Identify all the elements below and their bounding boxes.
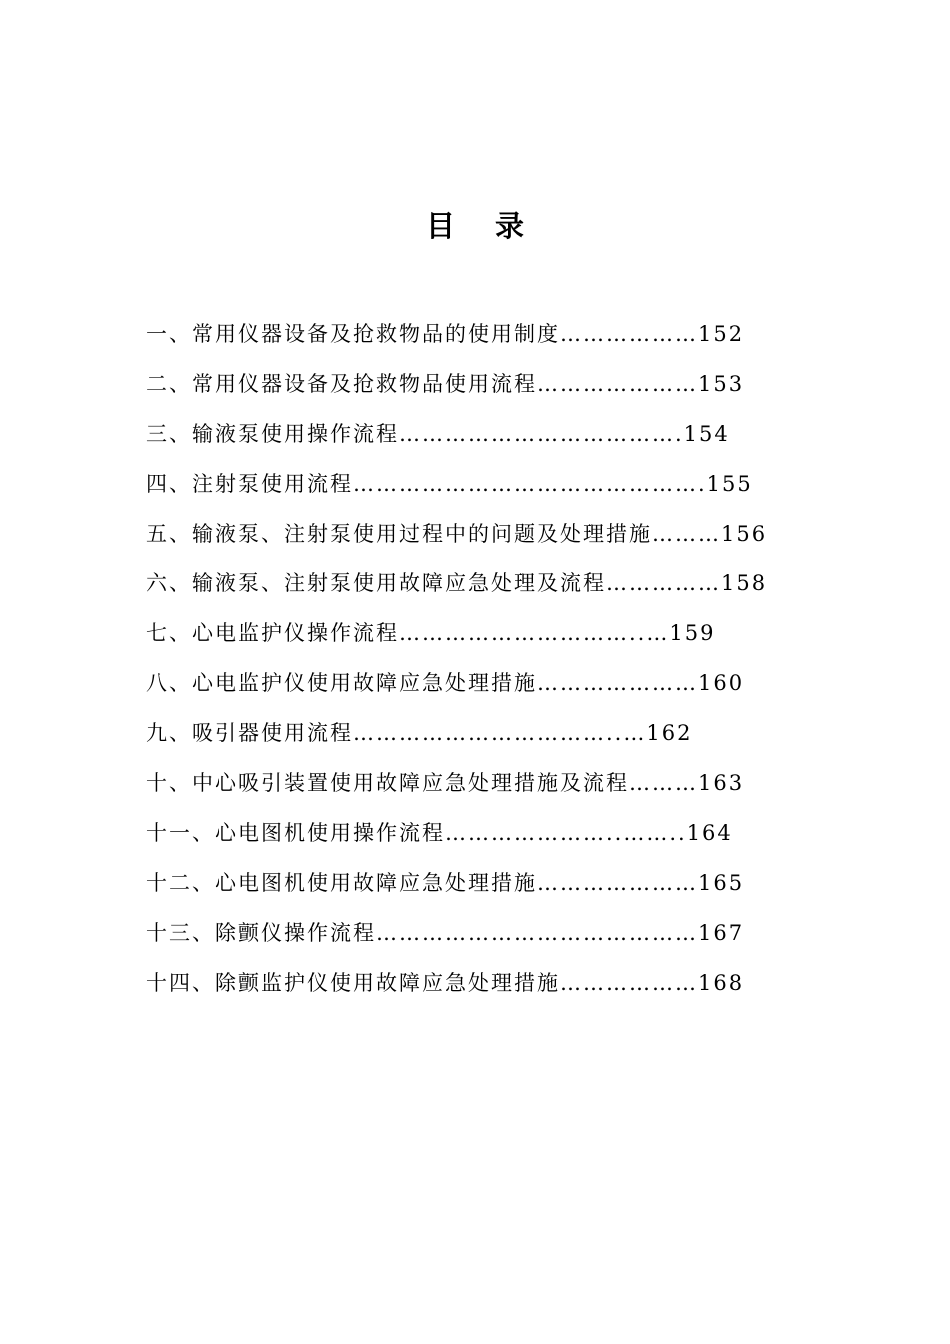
toc-title: 目录	[425, 209, 564, 243]
toc-entry-12: 十二、心电图机使用故障应急处理措施…………………165	[146, 870, 745, 895]
toc-entry-1: 一、常用仪器设备及抢救物品的使用制度………………152	[146, 322, 745, 346]
toc-entry-10: 十、中心吸引装置使用故障应急处理措施及流程………163	[146, 771, 745, 796]
toc-list	[146, 314, 826, 1012]
toc-entry-7: 七、心电监护仪操作流程…………………………..…159	[146, 621, 716, 646]
toc-entry-6: 六、输液泵、注射泵使用故障应急处理及流程……………158	[146, 571, 768, 596]
toc-entry-11: 十一、心电图机使用操作流程…………………..……..164	[146, 820, 733, 845]
toc-entry-5: 五、输液泵、注射泵使用过程中的问题及处理措施………156	[146, 521, 768, 546]
toc-entry-3: 三、输液泵使用操作流程……………………………….154	[146, 421, 730, 446]
toc-entry-8: 八、心电监护仪使用故障应急处理措施…………………160	[146, 671, 745, 696]
toc-entry-13: 十三、除颤仪操作流程……………………………………167	[146, 920, 745, 945]
toc-entry-14: 十四、除颤监护仪使用故障应急处理措施………………168	[146, 970, 745, 995]
toc-entry-2: 二、常用仪器设备及抢救物品使用流程…………………153	[146, 371, 745, 396]
toc-entry-4: 四、注射泵使用流程……………………………………….155	[146, 471, 753, 496]
toc-entry-9: 九、吸引器使用流程……………………………..…162	[146, 721, 693, 746]
